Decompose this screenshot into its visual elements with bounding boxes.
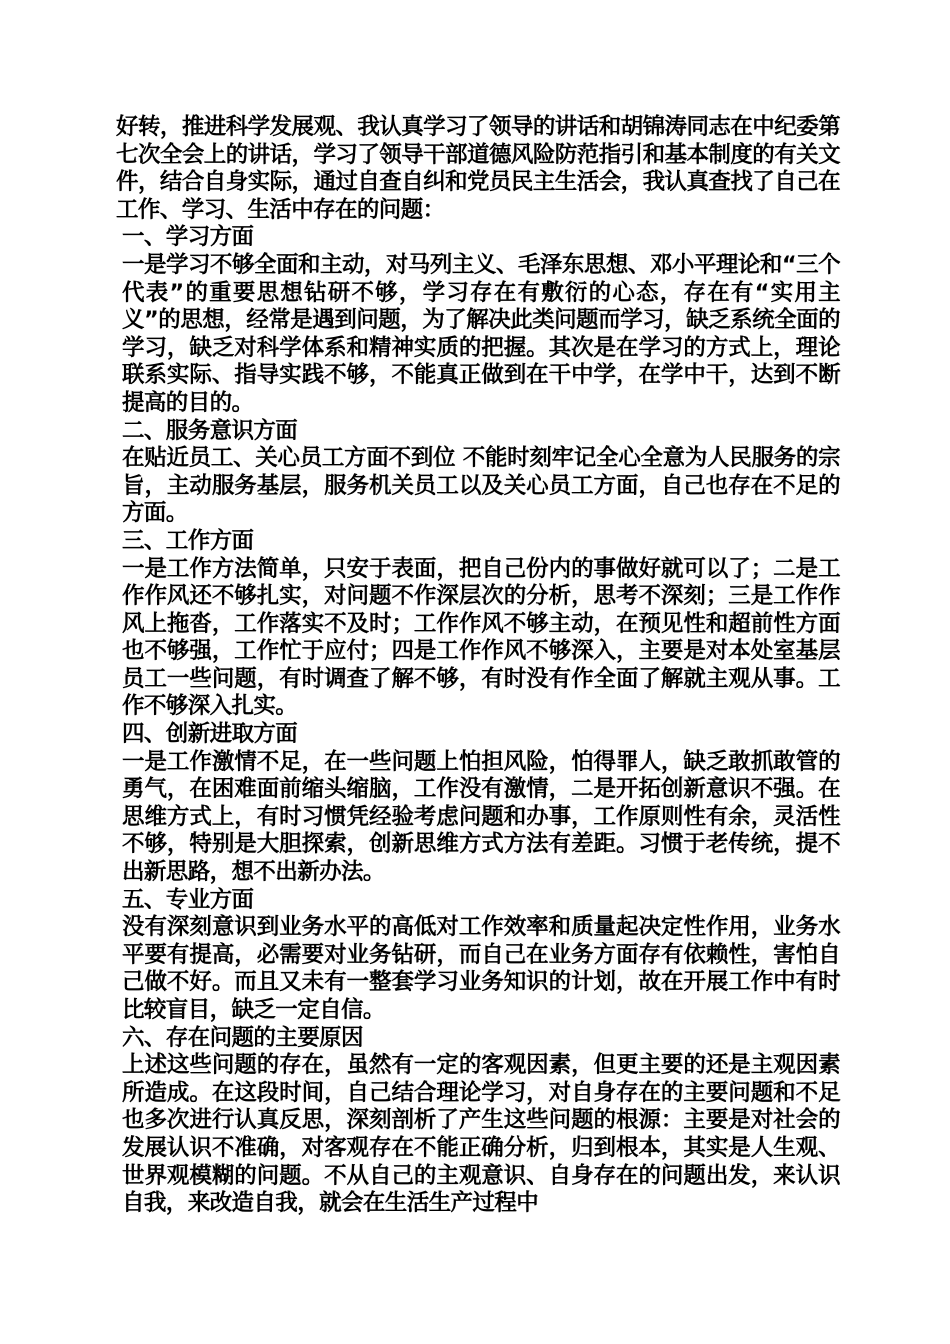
section-body-profession: 没有深刻意识到业务水平的高低对工作效率和质量起决定性作用，业务水平要有提高，必需要对业务钻研，而自己在业务方面存有依赖性，害怕自己做不好。而且又未有一整套学习业务知识的计划，故在开展工作中有时比较盲目，缺乏一定自信。 bbox=[122, 914, 840, 1023]
document-page bbox=[116, 114, 840, 1218]
section-body-causes: 上述这些问题的存在，虽然有一定的客观因素，但更主要的还是主观因素所造成。在这段时间，自己结合理论学习，对自身存在的主要问题和不足也多次进行认真反思，深刻剖析了产生这些问题的根源：主要是对社会的发展认识不准确，对客观存在不能正确分析，归到根本，其实是人生观、世界观模糊的问题。不从自己的主观意识、自身存在的问题出发，来认识自我，来改造自我，就会在生活生产过程中 bbox=[122, 1052, 840, 1217]
intro-paragraph: 好转，推进科学发展观、我认真学习了领导的讲话和胡锦涛同志在中纪委第七次全会上的讲话，学习了领导干部道德风险防范指引和基本制度的有关文件，结合自身实际，通过自查自纠和党员民主生活会，我认真查找了自己在工作、学习、生活中存在的问题： bbox=[116, 114, 840, 223]
section-heading-profession: 五、专业方面 bbox=[122, 886, 254, 913]
section-body-innovation: 一是工作激情不足，在一些问题上怕担风险，怕得罪人，缺乏敢抓敢管的勇气，在困难面前缩头缩脑，工作没有激情，二是开拓创新意识不强。在思维方式上，有时习惯凭经验考虑问题和办事，工作原则性有余，灵活性不够，特别是大胆探索，创新思维方式方法有差距。习惯于老传统，提不出新思路，想不出新办法。 bbox=[122, 748, 840, 886]
section-heading-work: 三、工作方面 bbox=[122, 527, 254, 554]
section-heading-study: 一、学习方面 bbox=[122, 224, 254, 251]
section-heading-service: 二、服务意识方面 bbox=[122, 417, 298, 444]
section-body-study: 一是学习不够全面和主动，对马列主义、毛泽东思想、邓小平理论和“三个代表”的重要思想钻研不够，学习存在有敷衍的心态，存在有“实用主义”的思想，经常是遇到问题，为了解决此类问题而学习，缺乏系统全面的学习，缺乏对科学体系和精神实质的把握。其次是在学习的方式上，理论联系实际、指导实践不够，不能真正做到在干中学，在学中干，达到不断提高的目的。 bbox=[122, 251, 840, 416]
section-body-service: 在贴近员工、关心员工方面不到位 不能时刻牢记全心全意为人民服务的宗旨，主动服务基层，服务机关员工以及关心员工方面，自己也存在不足的方面。 bbox=[122, 445, 840, 527]
section-heading-innovation: 四、创新进取方面 bbox=[122, 721, 298, 748]
section-body-work: 一是工作方法简单，只安于表面，把自己份内的事做好就可以了；二是工作作风还不够扎实，对问题不作深层次的分析，思考不深刻；三是工作作风上拖沓，工作落实不及时；工作作风不够主动，在预见性和超前性方面也不够强，工作忙于应付；四是工作作风不够深入，主要是对本处室基层员工一些问题，有时调查了解不够，有时没有作全面了解就主观从事。工作不够深入扎实。 bbox=[122, 555, 840, 720]
section-heading-causes: 六、存在问题的主要原因 bbox=[122, 1024, 363, 1051]
